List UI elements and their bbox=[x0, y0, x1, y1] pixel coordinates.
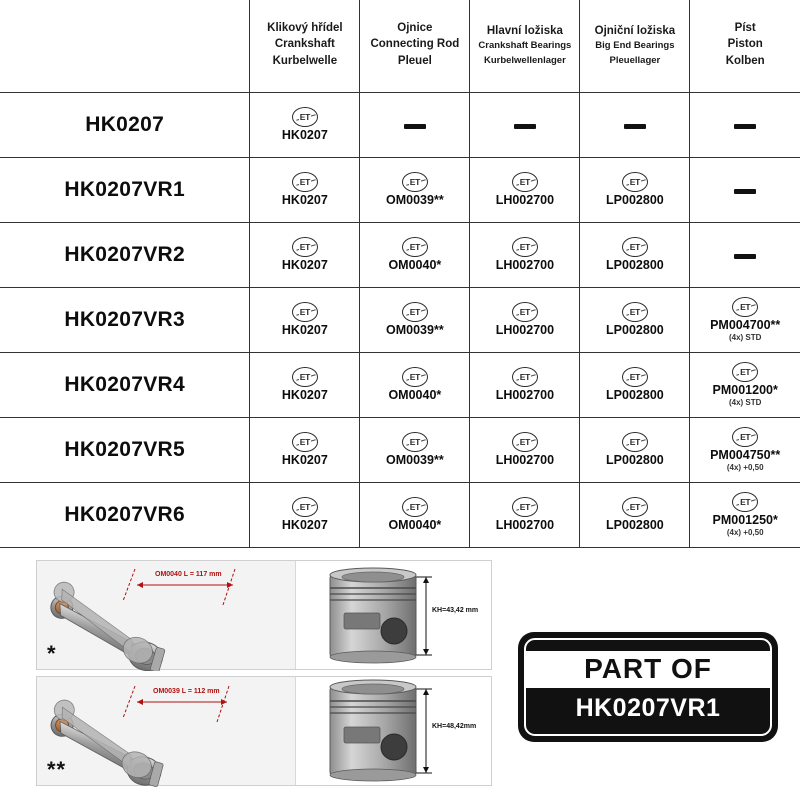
row-label: HK0207 bbox=[0, 92, 250, 157]
part-entry bbox=[360, 172, 469, 207]
part-entry bbox=[250, 302, 359, 337]
header-cs: Ojniční ložiska bbox=[594, 24, 676, 37]
dash-icon bbox=[734, 189, 756, 194]
et-brand-text: ET bbox=[409, 242, 420, 252]
table-row bbox=[0, 482, 800, 547]
cell-part bbox=[250, 222, 360, 287]
row-label: HK0207VR1 bbox=[0, 157, 250, 222]
piston-dimension-label-2: KH=48,42mm bbox=[432, 723, 477, 730]
et-brand-icon bbox=[622, 432, 648, 452]
row-label: HK0207VR6 bbox=[0, 482, 250, 547]
et-brand-icon bbox=[732, 492, 758, 512]
et-brand-icon bbox=[622, 237, 648, 257]
header-cs: Píst bbox=[734, 22, 756, 35]
cell-part bbox=[470, 417, 580, 482]
et-brand-icon bbox=[512, 497, 538, 517]
et-brand-text: ET bbox=[299, 372, 310, 382]
cell-part bbox=[580, 352, 690, 417]
rod-dimension-label-2: OM0039 L = 112 mm bbox=[153, 688, 220, 695]
cell-part bbox=[690, 352, 800, 417]
part-number: LH002700 bbox=[495, 193, 555, 208]
header-en: Crankshaft bbox=[274, 38, 335, 51]
et-brand-text: ET bbox=[629, 242, 641, 252]
dash-icon bbox=[404, 124, 426, 129]
et-brand-text: ET bbox=[299, 502, 310, 512]
cell-not-applicable bbox=[470, 92, 580, 157]
cell-part bbox=[470, 157, 580, 222]
et-brand-text: ET bbox=[299, 307, 310, 317]
cell-part bbox=[250, 92, 360, 157]
table-header-row bbox=[0, 0, 800, 92]
cell-part bbox=[580, 482, 690, 547]
et-brand-text: ET bbox=[409, 437, 420, 447]
et-brand-icon bbox=[402, 497, 428, 517]
et-brand-icon bbox=[622, 302, 648, 322]
et-brand-icon bbox=[512, 367, 538, 387]
cell-part bbox=[580, 222, 690, 287]
part-entry bbox=[580, 497, 689, 532]
et-brand-icon bbox=[402, 302, 428, 322]
part-entry bbox=[250, 107, 359, 142]
part-note: (4x) STD bbox=[728, 333, 762, 343]
part-number: LP002800 bbox=[606, 323, 664, 338]
et-brand-icon bbox=[402, 237, 428, 257]
et-brand-text: ET bbox=[519, 437, 530, 447]
cell-not-applicable bbox=[690, 92, 800, 157]
figure-panel-single-star bbox=[36, 560, 492, 670]
part-entry bbox=[690, 362, 800, 408]
part-entry bbox=[470, 237, 579, 272]
part-entry bbox=[250, 367, 359, 402]
et-brand-text: ET bbox=[299, 437, 310, 447]
part-note: (4x) +0,50 bbox=[726, 528, 764, 538]
part-number: LP002800 bbox=[606, 518, 664, 533]
part-number: HK0207 bbox=[281, 323, 328, 338]
et-brand-icon bbox=[512, 237, 538, 257]
cell-not-applicable bbox=[580, 92, 690, 157]
figure-mark-1: * bbox=[47, 641, 57, 666]
part-entry bbox=[250, 237, 359, 272]
cell-part bbox=[250, 157, 360, 222]
part-number: LH002700 bbox=[495, 323, 555, 338]
cell-part bbox=[690, 417, 800, 482]
part-number: HK0207 bbox=[281, 258, 328, 273]
piston-illustration-2 bbox=[295, 677, 491, 785]
part-number: OM0039** bbox=[386, 193, 444, 208]
et-brand-icon bbox=[402, 432, 428, 452]
part-entry bbox=[250, 172, 359, 207]
part-note: (4x) STD bbox=[728, 398, 762, 408]
cell-part bbox=[250, 417, 360, 482]
cell-part bbox=[470, 482, 580, 547]
part-entry bbox=[580, 367, 689, 402]
row-label: HK0207VR2 bbox=[0, 222, 250, 287]
et-brand-icon bbox=[402, 172, 428, 192]
table-row bbox=[0, 417, 800, 482]
part-entry bbox=[360, 497, 469, 532]
header-cs: Klikový hřídel bbox=[267, 22, 343, 35]
part-number: HK0207 bbox=[281, 193, 328, 208]
header-cs: Hlavní ložiska bbox=[486, 24, 563, 37]
part-entry bbox=[690, 427, 800, 473]
table-row bbox=[0, 352, 800, 417]
header-de: Pleuellager bbox=[609, 54, 661, 66]
et-brand-icon bbox=[512, 302, 538, 322]
part-entry bbox=[360, 237, 469, 272]
cell-part bbox=[470, 352, 580, 417]
et-brand-text: ET bbox=[519, 307, 530, 317]
table-row bbox=[0, 287, 800, 352]
et-brand-text: ET bbox=[409, 372, 420, 382]
et-brand-text: ET bbox=[299, 112, 310, 122]
et-brand-icon bbox=[512, 172, 538, 192]
header-de: Pleuel bbox=[397, 54, 432, 67]
part-of-label: PART OF bbox=[526, 651, 770, 688]
part-number: OM0039** bbox=[386, 323, 444, 338]
part-number: LH002700 bbox=[495, 453, 555, 468]
part-number: OM0040* bbox=[388, 518, 442, 533]
part-entry bbox=[690, 492, 800, 538]
cell-part bbox=[580, 157, 690, 222]
dash-icon bbox=[624, 124, 646, 129]
part-entry bbox=[250, 497, 359, 532]
column-header-crankshaft-bearings bbox=[470, 0, 580, 92]
part-entry bbox=[470, 497, 579, 532]
row-label: HK0207VR4 bbox=[0, 352, 250, 417]
et-brand-text: ET bbox=[299, 242, 310, 252]
et-brand-text: ET bbox=[519, 242, 530, 252]
part-number: HK0207 bbox=[281, 453, 328, 468]
table-row bbox=[0, 222, 800, 287]
dash-icon bbox=[734, 124, 756, 129]
part-entry bbox=[360, 432, 469, 467]
et-brand-text: ET bbox=[519, 502, 530, 512]
cell-part bbox=[580, 417, 690, 482]
et-brand-icon bbox=[732, 297, 758, 317]
part-entry bbox=[360, 302, 469, 337]
part-entry bbox=[470, 172, 579, 207]
header-en: Crankshaft Bearings bbox=[478, 40, 572, 52]
part-entry bbox=[690, 297, 800, 343]
part-entry bbox=[470, 432, 579, 467]
et-brand-icon bbox=[292, 367, 318, 387]
piston-illustration-1 bbox=[295, 561, 491, 669]
et-brand-text: ET bbox=[740, 301, 751, 312]
row-label: HK0207VR5 bbox=[0, 417, 250, 482]
et-brand-text: ET bbox=[629, 372, 641, 382]
et-brand-icon bbox=[622, 172, 648, 192]
column-header-big-end-bearings bbox=[580, 0, 690, 92]
et-brand-icon bbox=[292, 107, 318, 127]
cell-not-applicable bbox=[690, 157, 800, 222]
et-brand-text: ET bbox=[740, 431, 751, 442]
part-number: LH002700 bbox=[495, 518, 555, 533]
part-number: HK0207 bbox=[281, 388, 328, 403]
cell-part bbox=[250, 352, 360, 417]
et-brand-text: ET bbox=[519, 177, 530, 187]
et-brand-text: ET bbox=[740, 496, 751, 507]
header-en: Big End Bearings bbox=[595, 40, 675, 52]
header-cs: Ojnice bbox=[397, 22, 433, 35]
part-entry bbox=[580, 172, 689, 207]
figures-and-badge bbox=[0, 548, 800, 800]
et-brand-text: ET bbox=[629, 177, 641, 187]
et-brand-text: ET bbox=[409, 307, 420, 317]
et-brand-icon bbox=[402, 367, 428, 387]
et-brand-text: ET bbox=[629, 307, 641, 317]
row-label: HK0207VR3 bbox=[0, 287, 250, 352]
table-row bbox=[0, 157, 800, 222]
dash-icon bbox=[734, 254, 756, 259]
header-en: Connecting Rod bbox=[370, 38, 460, 51]
et-brand-text: ET bbox=[740, 366, 751, 377]
cell-part bbox=[360, 157, 470, 222]
figure-panel-double-star bbox=[36, 676, 492, 786]
column-header-crankshaft bbox=[250, 0, 360, 92]
part-entry bbox=[580, 302, 689, 337]
header-corner bbox=[0, 0, 250, 92]
table-body bbox=[0, 92, 800, 547]
et-brand-icon bbox=[732, 362, 758, 382]
cell-part bbox=[250, 482, 360, 547]
cell-not-applicable bbox=[360, 92, 470, 157]
header-de: Kurbelwellenlager bbox=[483, 54, 566, 66]
et-brand-icon bbox=[292, 432, 318, 452]
cell-part bbox=[360, 287, 470, 352]
part-entry bbox=[470, 367, 579, 402]
part-number: PM004750** bbox=[710, 447, 781, 462]
dash-icon bbox=[514, 124, 536, 129]
table-row bbox=[0, 92, 800, 157]
column-header-connecting-rod bbox=[360, 0, 470, 92]
piston-dimension-label-1: KH=43,42 mm bbox=[432, 607, 479, 614]
et-brand-text: ET bbox=[629, 437, 641, 447]
et-brand-text: ET bbox=[409, 502, 420, 512]
cell-part bbox=[360, 482, 470, 547]
figure-mark-2: ** bbox=[47, 757, 67, 782]
part-entry bbox=[580, 432, 689, 467]
part-number: LH002700 bbox=[495, 388, 555, 403]
cell-part bbox=[360, 417, 470, 482]
part-number: LP002800 bbox=[606, 453, 664, 468]
part-note: (4x) +0,50 bbox=[726, 463, 764, 473]
part-number: OM0039** bbox=[386, 453, 444, 468]
et-brand-icon bbox=[292, 497, 318, 517]
part-number: OM0040* bbox=[388, 258, 442, 273]
et-brand-text: ET bbox=[409, 177, 420, 187]
et-brand-text: ET bbox=[299, 177, 310, 187]
cell-part bbox=[360, 222, 470, 287]
part-of-badge bbox=[518, 632, 778, 742]
part-entry bbox=[360, 367, 469, 402]
part-number: LP002800 bbox=[606, 388, 664, 403]
et-brand-icon bbox=[292, 237, 318, 257]
part-number: PM001250* bbox=[712, 512, 778, 527]
part-number: LP002800 bbox=[606, 193, 664, 208]
part-number: PM001200* bbox=[712, 382, 778, 397]
part-entry bbox=[580, 237, 689, 272]
et-brand-icon bbox=[622, 367, 648, 387]
part-entry bbox=[470, 302, 579, 337]
cell-part bbox=[690, 287, 800, 352]
cell-part bbox=[250, 287, 360, 352]
et-brand-icon bbox=[732, 427, 758, 447]
part-number: LH002700 bbox=[495, 258, 555, 273]
part-number: HK0207 bbox=[281, 128, 328, 143]
cell-part bbox=[470, 287, 580, 352]
column-header-piston bbox=[690, 0, 800, 92]
et-brand-icon bbox=[512, 432, 538, 452]
et-brand-text: ET bbox=[629, 502, 641, 512]
part-number: PM004700** bbox=[710, 317, 781, 332]
rod-dimension-label-1: OM0040 L = 117 mm bbox=[155, 571, 222, 578]
cell-not-applicable bbox=[690, 222, 800, 287]
et-brand-icon bbox=[622, 497, 648, 517]
cell-part bbox=[360, 352, 470, 417]
header-en: Piston bbox=[727, 38, 763, 51]
cell-part bbox=[690, 482, 800, 547]
header-de: Kolben bbox=[725, 54, 765, 67]
header-de: Kurbelwelle bbox=[272, 54, 338, 67]
part-number: LP002800 bbox=[606, 258, 664, 273]
cell-part bbox=[580, 287, 690, 352]
part-entry bbox=[250, 432, 359, 467]
cell-part bbox=[470, 222, 580, 287]
part-number: HK0207 bbox=[281, 518, 328, 533]
et-brand-icon bbox=[292, 302, 318, 322]
part-of-value: HK0207VR1 bbox=[575, 694, 721, 722]
part-number: OM0040* bbox=[388, 388, 442, 403]
et-brand-text: ET bbox=[519, 372, 530, 382]
et-brand-icon bbox=[292, 172, 318, 192]
